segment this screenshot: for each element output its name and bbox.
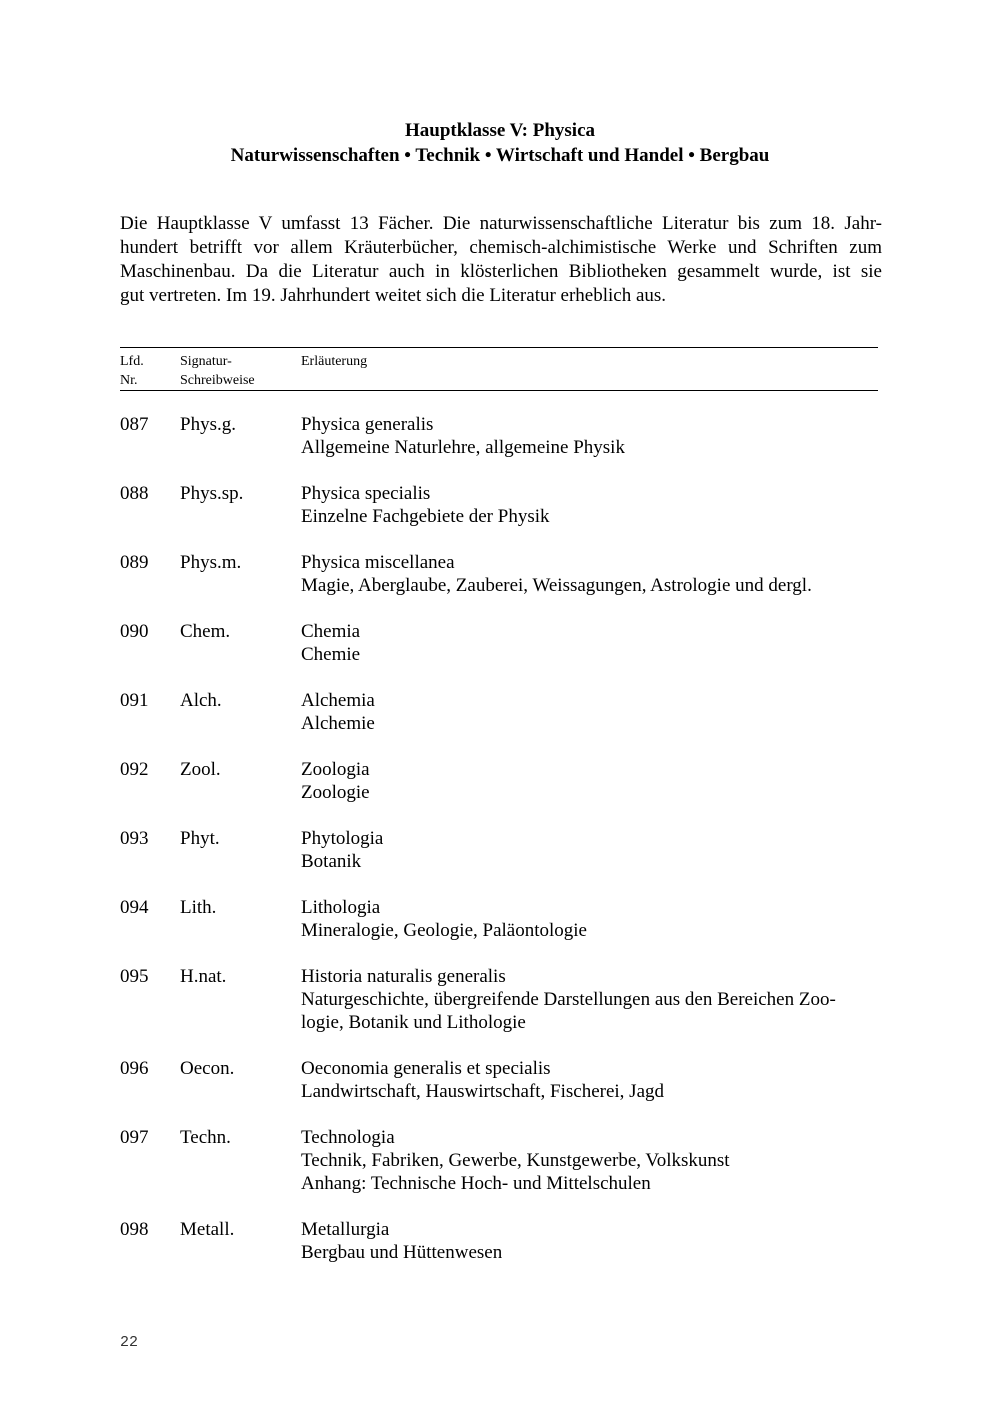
- table-row: [120, 896, 880, 942]
- row-description: [301, 1126, 880, 1195]
- row-description: [301, 1057, 880, 1103]
- row-signature: Lith.: [180, 897, 217, 918]
- row-latin-term: Phytologia: [301, 828, 384, 849]
- row-german-description: Naturgeschichte, übergreifende Darstellungen aus den Bereichen Zoo-: [301, 989, 836, 1010]
- row-latin-term: Chemia: [301, 621, 361, 642]
- row-signature: Alch.: [180, 690, 222, 711]
- table-row: [120, 620, 880, 666]
- page-subtitle: Naturwissenschaften • Technik • Wirtschaft und Handel • Bergbau: [230, 145, 770, 166]
- column-header-erlaeuterung: Erläuterung: [301, 354, 368, 369]
- row-latin-term: Technologia: [301, 1127, 395, 1148]
- row-signature: H.nat.: [180, 966, 227, 987]
- row-number: 087: [120, 414, 149, 435]
- row-description: [301, 413, 880, 459]
- table-row: [120, 1126, 880, 1195]
- column-header-signatur-line2: Schreibweise: [180, 373, 255, 388]
- row-description: [301, 965, 880, 1034]
- row-signature: Metall.: [180, 1219, 235, 1240]
- row-signature: Phys.m.: [180, 552, 242, 573]
- table-row: [120, 965, 880, 1034]
- page-title: Hauptklasse V: Physica: [404, 120, 596, 141]
- table-header-rule: [120, 390, 878, 391]
- row-german-description: Magie, Aberglaube, Zauberei, Weissagungen, Astrologie und dergl.: [301, 575, 812, 596]
- row-description: [301, 482, 880, 528]
- table-row: [120, 551, 880, 597]
- row-german-description: Zoologie: [301, 782, 370, 803]
- row-latin-term: Zoologia: [301, 759, 370, 780]
- row-latin-term: Oeconomia generalis et specialis: [301, 1058, 551, 1079]
- table-row: [120, 758, 880, 804]
- table-row: [120, 1057, 880, 1103]
- column-header-signatur-line1: Signatur-: [180, 354, 232, 369]
- intro-line: gut vertreten. Im 19. Jahrhundert weitet sich die Literatur erheblich aus.: [120, 285, 667, 306]
- row-signature: Phys.g.: [180, 414, 236, 435]
- table-top-rule: [120, 347, 878, 348]
- row-number: 097: [120, 1127, 149, 1148]
- row-number: 091: [120, 690, 149, 711]
- row-german-description: Allgemeine Naturlehre, allgemeine Physik: [301, 437, 625, 458]
- intro-line: hundert betrifft vor allem Kräuterbücher, chemisch-alchimistische Werke und Schriften zum: [120, 237, 882, 258]
- table-row: [120, 1218, 880, 1264]
- row-description: [301, 1218, 880, 1264]
- row-signature: Oecon.: [180, 1058, 235, 1079]
- table-row: [120, 482, 880, 528]
- row-latin-term: Historia naturalis generalis: [301, 966, 506, 987]
- column-header-nr: [120, 352, 144, 390]
- row-description: [301, 758, 880, 804]
- row-description: [301, 551, 880, 597]
- row-latin-term: Lithologia: [301, 897, 381, 918]
- page-number: 22: [120, 1334, 139, 1351]
- row-german-description: Botanik: [301, 851, 362, 872]
- row-number: 092: [120, 759, 149, 780]
- row-signature: Techn.: [180, 1127, 231, 1148]
- row-german-description: Alchemie: [301, 713, 375, 734]
- row-latin-term: Metallurgia: [301, 1219, 390, 1240]
- row-number: 096: [120, 1058, 149, 1079]
- table-row: [120, 689, 880, 735]
- row-signature: Phyt.: [180, 828, 220, 849]
- row-signature: Chem.: [180, 621, 231, 642]
- row-number: 093: [120, 828, 149, 849]
- row-number: 095: [120, 966, 149, 987]
- row-latin-term: Physica miscellanea: [301, 552, 455, 573]
- column-header-nr-line2: Nr.: [120, 373, 138, 388]
- row-german-description: Landwirtschaft, Hauswirtschaft, Fischerei, Jagd: [301, 1081, 665, 1102]
- row-latin-term: Physica generalis: [301, 414, 434, 435]
- row-signature: Zool.: [180, 759, 221, 780]
- row-number: 094: [120, 897, 149, 918]
- row-number: 088: [120, 483, 149, 504]
- row-description: [301, 827, 880, 873]
- table-row: [120, 827, 880, 873]
- row-number: 089: [120, 552, 149, 573]
- row-signature: Phys.sp.: [180, 483, 244, 504]
- row-german-description: Anhang: Technische Hoch- und Mittelschulen: [301, 1173, 651, 1194]
- row-latin-term: Alchemia: [301, 690, 375, 711]
- row-number: 090: [120, 621, 149, 642]
- row-latin-term: Physica specialis: [301, 483, 431, 504]
- row-description: [301, 620, 880, 666]
- column-header-nr-line1: Lfd.: [120, 354, 144, 369]
- row-german-description: logie, Botanik und Lithologie: [301, 1012, 526, 1033]
- row-german-description: Chemie: [301, 644, 361, 665]
- intro-line: Die Hauptklasse V umfasst 13 Fächer. Die naturwissenschaftliche Literatur bis zum 18. Jahr-: [120, 213, 882, 234]
- row-german-description: Technik, Fabriken, Gewerbe, Kunstgewerbe, Volkskunst: [301, 1150, 730, 1171]
- row-description: [301, 689, 880, 735]
- row-german-description: Einzelne Fachgebiete der Physik: [301, 506, 550, 527]
- row-german-description: Bergbau und Hüttenwesen: [301, 1242, 503, 1263]
- row-description: [301, 896, 880, 942]
- row-number: 098: [120, 1219, 149, 1240]
- table-row: [120, 413, 880, 459]
- column-header-signatur: [180, 352, 255, 390]
- intro-paragraph: [120, 212, 882, 308]
- intro-line: Maschinenbau. Da die Literatur auch in klösterlichen Bibliotheken gesammelt wurde, ist sie: [120, 261, 882, 282]
- row-german-description: Mineralogie, Geologie, Paläontologie: [301, 920, 587, 941]
- classification-entries: [120, 413, 880, 1287]
